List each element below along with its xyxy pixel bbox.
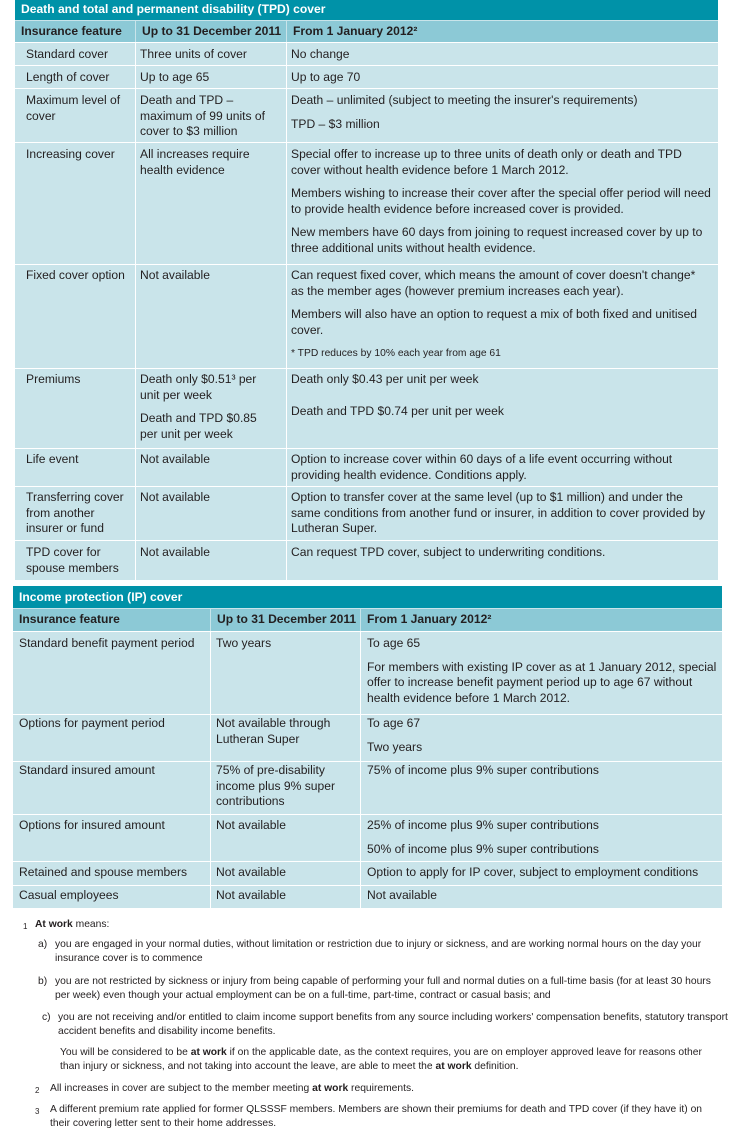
- header-up-to-2011: Up to 31 December 2011: [136, 21, 286, 42]
- tpd-row-feature: Premiums: [26, 372, 81, 386]
- ip-row-after: To age 65 For members with existing IP cover as at 1 January 2012, special offer to increase benefit payment period up to age 67 without health evidence before 1 March 2012.: [367, 636, 717, 705]
- item-c-label: c): [42, 1012, 51, 1023]
- tpd-row-feature: TPD cover for spouse members: [26, 545, 119, 575]
- tpd-row-before: Not available: [140, 268, 210, 282]
- column-divider: [135, 42, 136, 580]
- row-divider: [15, 65, 718, 66]
- tpd-row-after: Can request fixed cover, which means the amount of cover doesn't change* as the member ages (however premium increases each year). Members will also have an option to request a mix of both fixed and unitised cover. * TPD reduces by 10% each year from age 61: [291, 268, 698, 360]
- ip-row-feature: Standard insured amount: [19, 763, 155, 777]
- tpd-row-feature: Standard cover: [26, 47, 109, 61]
- at-work-term: at work: [190, 1047, 227, 1058]
- tpd-row-before: Death and TPD – maximum of 99 units of cover to $3 million: [140, 93, 266, 139]
- ip-row-before: Two years: [216, 636, 272, 650]
- row-divider: [15, 486, 718, 487]
- tpd-cover-table: [15, 0, 718, 580]
- header-from-2012: From 1 January 2012²: [361, 609, 722, 631]
- tpd-row-feature: Length of cover: [26, 70, 110, 84]
- ip-row-after: Option to apply for IP cover, subject to employment conditions: [367, 865, 699, 879]
- at-work-term: at work: [312, 1083, 349, 1094]
- row-divider: [15, 264, 718, 265]
- ip-row-feature: Standard benefit payment period: [19, 636, 195, 650]
- consider-text: You will be considered to be: [60, 1047, 191, 1058]
- ip-row-after: 25% of income plus 9% super contributions 50% of income plus 9% super contributions: [367, 818, 599, 856]
- tpd-header-row: [15, 21, 718, 42]
- at-work-term: at work: [435, 1060, 472, 1072]
- ip-row-before: 75% of pre-disability income plus 9% super contributions: [216, 763, 335, 809]
- tpd-row-after: Death – unlimited (subject to meeting the insurer's requirements) TPD – $3 million: [291, 93, 638, 131]
- tpd-section-title: Death and total and permanent disability (TPD) cover: [15, 0, 718, 20]
- tpd-row-before: Three units of cover: [140, 47, 247, 61]
- fn2-text: All increases in cover are subject to the member meeting: [50, 1083, 313, 1094]
- item-a-label: a): [38, 939, 48, 950]
- row-divider: [15, 88, 718, 89]
- column-divider: [286, 42, 287, 580]
- item-a-text: you are engaged in your normal duties, without limitation or restriction due to injury or sickness, and are working normal hours on the day your insurance cover is to commence: [55, 939, 702, 964]
- tpd-row-feature: Increasing cover: [26, 147, 115, 161]
- footnote-2-text: [50, 1082, 710, 1096]
- ip-row-before: Not available: [216, 865, 286, 879]
- footnote-3-number: 3: [35, 1107, 40, 1116]
- ip-row-after: To age 67 Two years: [367, 716, 423, 754]
- at-work-term: At work: [35, 919, 73, 930]
- row-divider: [13, 885, 722, 886]
- footnote-1-heading: [35, 918, 635, 932]
- footnote-1-number: 1: [23, 922, 28, 931]
- footnote-3-text: A different premium rate applied for former QLSSSF members. Members are shown their premiums for death and TPD cover (if they have it) on their covering letter sent to their home addresses.: [50, 1104, 703, 1129]
- row-divider: [13, 814, 722, 815]
- tpd-row-after: Option to transfer cover at the same level (up to $1 million) and under the same conditions from another fund or insurer, in addition to cover provided by Lutheran Super.: [291, 490, 706, 536]
- tpd-row-before: Not available: [140, 545, 210, 559]
- tpd-row-after: Option to increase cover within 60 days of a life event occurring without providing health evidence. Conditions apply.: [291, 452, 673, 482]
- ip-row-after: 75% of income plus 9% super contributions: [367, 763, 599, 777]
- header-from-2012: From 1 January 2012²: [287, 21, 718, 42]
- at-work-consideration: [60, 1046, 715, 1073]
- tpd-row-feature: Transferring cover from another insurer or fund: [26, 490, 124, 536]
- footnote-2-number: 2: [35, 1086, 40, 1095]
- item-c-text: you are not receiving and/or entitled to claim income support benefits from any source including workers' compensation benefits, statutory transport accident benefits and disability income benefits.: [58, 1012, 728, 1037]
- row-divider: [15, 368, 718, 369]
- row-divider: [13, 861, 722, 862]
- ip-section-title: Income protection (IP) cover: [13, 586, 722, 608]
- tpd-row-after: Can request TPD cover, subject to underwriting conditions.: [291, 545, 606, 559]
- tpd-row-before: Not available: [140, 490, 210, 504]
- ip-row-before: Not available: [216, 818, 286, 832]
- ip-row-feature: Retained and spouse members: [19, 865, 188, 879]
- tpd-row-feature: Life event: [26, 452, 79, 466]
- tpd-row-after: No change: [291, 47, 350, 61]
- row-divider: [15, 142, 718, 143]
- tpd-row-before: Not available: [140, 452, 210, 466]
- consider-text: if on the applicable date, as the context requires, you are on employer approved leave for reasons other than injury or sickness, and not taking into account the leave, are able to meet the: [60, 1047, 702, 1072]
- tpd-row-before: All increases require health evidence: [140, 147, 250, 177]
- ip-row-after: Not available: [367, 888, 437, 902]
- tpd-row-after: Death only $0.43 per unit per week Death and TPD $0.74 per unit per week: [291, 372, 504, 418]
- row-divider: [13, 761, 722, 762]
- header-insurance-feature: Insurance feature: [15, 21, 135, 42]
- ip-cover-table: [13, 586, 722, 908]
- tpd-row-after: Up to age 70: [291, 70, 361, 84]
- fn2-text: requirements.: [348, 1083, 415, 1094]
- tpd-row-after: Special offer to increase up to three units of death only or death and TPD cover without health evidence before 1 March 2012. Members wishing to increase their cover after the special offer period will need to provide health evidence before increased cover is provided. New members have 60 days from joining to request increased cover by up to three additional units without health evidence.: [291, 147, 711, 255]
- ip-row-feature: Options for payment period: [19, 716, 165, 730]
- tpd-row-before: Death only $0.51³ per unit per week Death and TPD $0.85 per unit per week: [140, 372, 257, 441]
- header-insurance-feature: Insurance feature: [13, 609, 210, 631]
- item-b-text: you are not restricted by sickness or injury from being capable of performing your full and normal duties on a full-time basis (for at least 30 hours per week) even though your actual employment can be on a full-time, part-time, contract or casual basis; and: [55, 976, 711, 1001]
- ip-header-row: [13, 609, 722, 631]
- tpd-row-feature: Maximum level of cover: [26, 93, 121, 123]
- row-divider: [13, 631, 722, 632]
- item-b-label: b): [38, 976, 48, 987]
- column-divider: [360, 631, 361, 908]
- column-divider: [210, 631, 211, 908]
- tpd-row-before: Up to age 65: [140, 70, 210, 84]
- tpd-row-feature: Fixed cover option: [26, 268, 125, 282]
- ip-row-feature: Options for insured amount: [19, 818, 165, 832]
- row-divider: [13, 714, 722, 715]
- row-divider: [15, 448, 718, 449]
- row-divider: [15, 42, 718, 43]
- consider-text: definition.: [471, 1060, 519, 1072]
- at-work-means: means:: [72, 919, 110, 930]
- ip-row-feature: Casual employees: [19, 888, 119, 902]
- row-divider: [15, 540, 718, 541]
- ip-row-before: Not available through Lutheran Super: [216, 716, 331, 746]
- ip-row-before: Not available: [216, 888, 286, 902]
- header-up-to-2011: Up to 31 December 2011: [211, 609, 360, 631]
